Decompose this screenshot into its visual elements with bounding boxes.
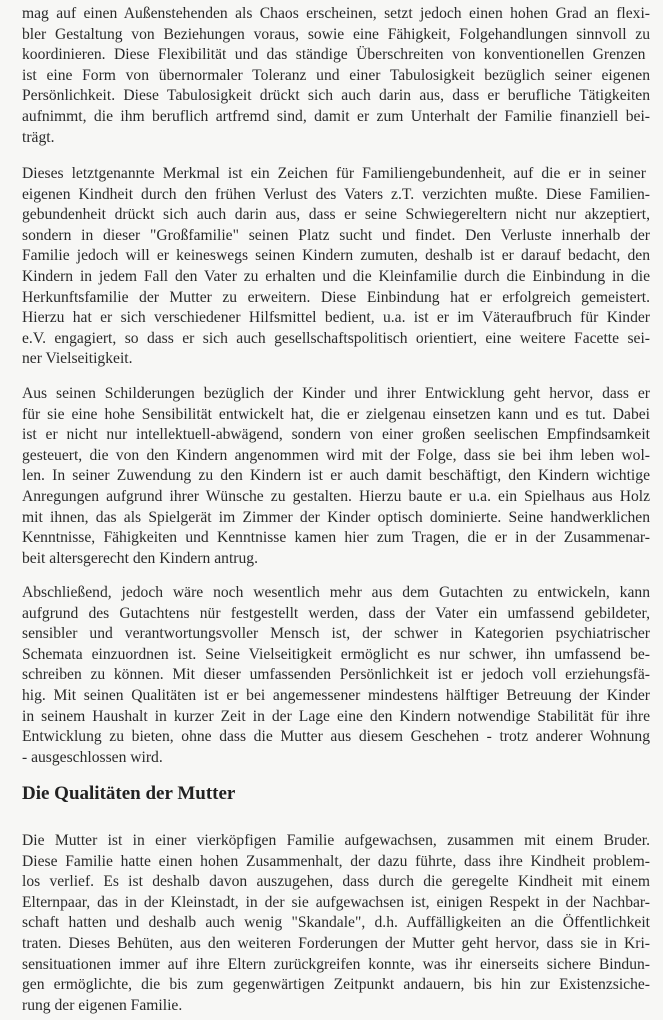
- text-line: bler Gestaltung von Beziehungen voraus, sowie eine Fähigkeit, Folgehandlungen sinnvoll zu: [22, 25, 650, 43]
- text-line: gesteuert, die von den Kindern angenommen wird mit der Folge, dass sie bei ihm leben wol-: [22, 446, 650, 464]
- text-line: Hierzu hat er sich verschiedener Hilfsmittel bedient, u.a. ist er im Väteraufbruch für Kinder: [22, 309, 650, 327]
- text-line: rung der eigenen Familie.: [22, 996, 183, 1014]
- paragraph-flexibility: [22, 4, 650, 148]
- text-line: Die Mutter ist in einer vierköpfigen Familie aufgewachsen, zusammen mit einem Bruder.: [22, 832, 650, 849]
- text-line: Schemata einzuordnen ist. Seine Vielseitigkeit ermöglicht es nur schwer, ihn umfassend be-: [22, 645, 650, 663]
- text-line: schaft hatten und deshalb auch wenig "Skandale", d.h. Auffälligkeiten an die Öffentlichkeit: [22, 914, 650, 932]
- text-line: Diese Familie hatte einen hohen Zusammenhalt, der dazu führte, dass ihre Kindheit problem-: [22, 852, 650, 870]
- text-line: schreiben zu können. Mit dieser umfassenden Persönlichkeit ist er jedoch voll erziehungsfä-: [22, 666, 650, 684]
- text-line: e.V. engagiert, so dass er sich auch gesellschaftspolitisch orientiert, eine weitere Facette sei-: [22, 329, 650, 347]
- text-line: Dieses letztgenannte Merkmal ist ein Zeichen für Familiengebundenheit, auf die er in seiner: [22, 165, 646, 182]
- paragraph-mother-qualities: [22, 831, 650, 1016]
- text-line: traten. Dieses Behüten, aus den weiteren Forderungen der Mutter geht hervor, dass sie in Kri-: [22, 934, 650, 952]
- text-line: beit altersgerecht den Kindern antrug.: [22, 549, 258, 567]
- text-line: aufgrund des Gutachtens nür festgestellt werden, dass der Vater ein umfassend gebildeter,: [22, 604, 650, 622]
- text-line: Entwicklung zu bieten, ohne dass die Mutter aus diesem Geschehen - trotz anderer Wohnung: [22, 728, 650, 746]
- text-line: - ausgeschlossen wird.: [22, 748, 163, 766]
- text-line: eigenen Kindheit durch den frühen Verlust des Vaters z.T. verzichten mußte. Diese Familien-: [22, 185, 650, 203]
- text-line: aufnimmt, die ihm beruflich artfremd sind, damit er zum Unterhalt der Familie finanziell bei-: [22, 107, 650, 125]
- text-line: Anregungen aufgrund ihrer Wünsche zu gestalten. Hierzu baute er u.a. ein Spielhaus aus Holz: [22, 487, 650, 505]
- text-line: Aus seinen Schilderungen bezüglich der Kinder und ihrer Entwicklung geht hervor, dass er: [22, 385, 650, 402]
- text-line: ner Vielseitigkeit.: [22, 350, 133, 368]
- text-line: Herkunftsfamilie der Mutter zu erweitern. Diese Einbindung hat er erfolgreich gemeistert.: [22, 288, 650, 306]
- text-line: ist eine Form von übernormaler Toleranz und einer Tabulosigkeit bezüglich seiner eigenen: [22, 66, 650, 84]
- text-line: Elternpaar, das in der Kleinstadt, in der sie aufgewachsen ist, einigen Respekt in der Nachbar-: [22, 893, 650, 911]
- paragraph-conclusion: [22, 583, 650, 768]
- text-line: Kindern in jedem Fall den Vater zu erhalten und die Kleinfamilie durch die Einbindung in die: [22, 267, 650, 285]
- text-line: trägt.: [22, 128, 55, 146]
- text-line: len. In seiner Zuwendung zu den Kindern ist er auch damit beschäftigt, den Kindern wichtige: [22, 467, 650, 485]
- text-line: Persönlichkeit. Diese Tabulosigkeit drückt sich auch darin aus, dass er berufliche Tätigkeiten: [22, 87, 650, 105]
- text-line: sondern in dieser "Großfamilie" seinen Platz sucht und findet. Den Verluste innerhalb der: [22, 226, 650, 244]
- text-line: koordinieren. Diese Flexibilität und das ständige Überschreiten von konventionellen Grenzen: [22, 46, 646, 64]
- text-line: für sie eine hohe Sensibilität entwickelt hat, die er zielgenau einsetzen kann und es tut. Dabei: [22, 405, 650, 423]
- paragraph-family-bond: [22, 164, 650, 370]
- paragraph-children-sensitivity: [22, 384, 650, 569]
- text-line: mag auf einen Außenstehenden als Chaos erscheinen, setzt jedoch einen hohen Grad an flexi-: [22, 5, 650, 22]
- text-line: gen ermöglichte, die bis zum gegenwärtigen Zeitpunkt andauern, bis hin zur Existenzsiche-: [22, 976, 650, 994]
- text-line: ist er nicht nur intellektuell-abwägend, sondern von einer großen seelischen Empfindsamkeit: [22, 426, 650, 444]
- section-heading: Die Qualitäten der Mutter: [22, 783, 236, 804]
- text-line: sensibler und verantwortungsvoller Mensch ist, der schwer in Kategorien psychiatrischer: [22, 625, 650, 643]
- text-line: in seinem Haushalt in kurzer Zeit in der Lage eine den Kindern notwendige Stabilität für ihre: [22, 707, 650, 725]
- text-line: hig. Mit seinen Qualitäten ist er bei angemessener mindestens hälftiger Betreuung der Kinder: [22, 686, 650, 704]
- text-line: sensituationen immer auf ihre Eltern zurückgreifen konnte, was ihr einerseits sichere Bindun-: [22, 955, 650, 973]
- text-line: Abschließend, jedoch wäre noch wesentlich mehr aus dem Gutachten zu entwickeln, kann: [22, 584, 650, 601]
- text-line: gebundenheit drückt sich auch darin aus, dass er seine Schwiegereltern nicht nur akzeptiert,: [22, 206, 650, 224]
- text-line: Familie jedoch will er keineswegs seinen Kindern zumuten, deshalb ist er darauf bedacht, den: [22, 247, 650, 265]
- text-line: los verlief. Es ist deshalb davon auszugehen, dass durch die geregelte Kindheit mit einem: [22, 873, 650, 891]
- text-line: Kenntnisse, Fähigkeiten und Kenntnisse kamen hier zum Tragen, die er in der Zusammenar-: [22, 529, 650, 547]
- text-line: mit ihnen, das als Spielgerät im Zimmer der Kinder optisch dominierte. Seine handwerklichen: [22, 508, 650, 526]
